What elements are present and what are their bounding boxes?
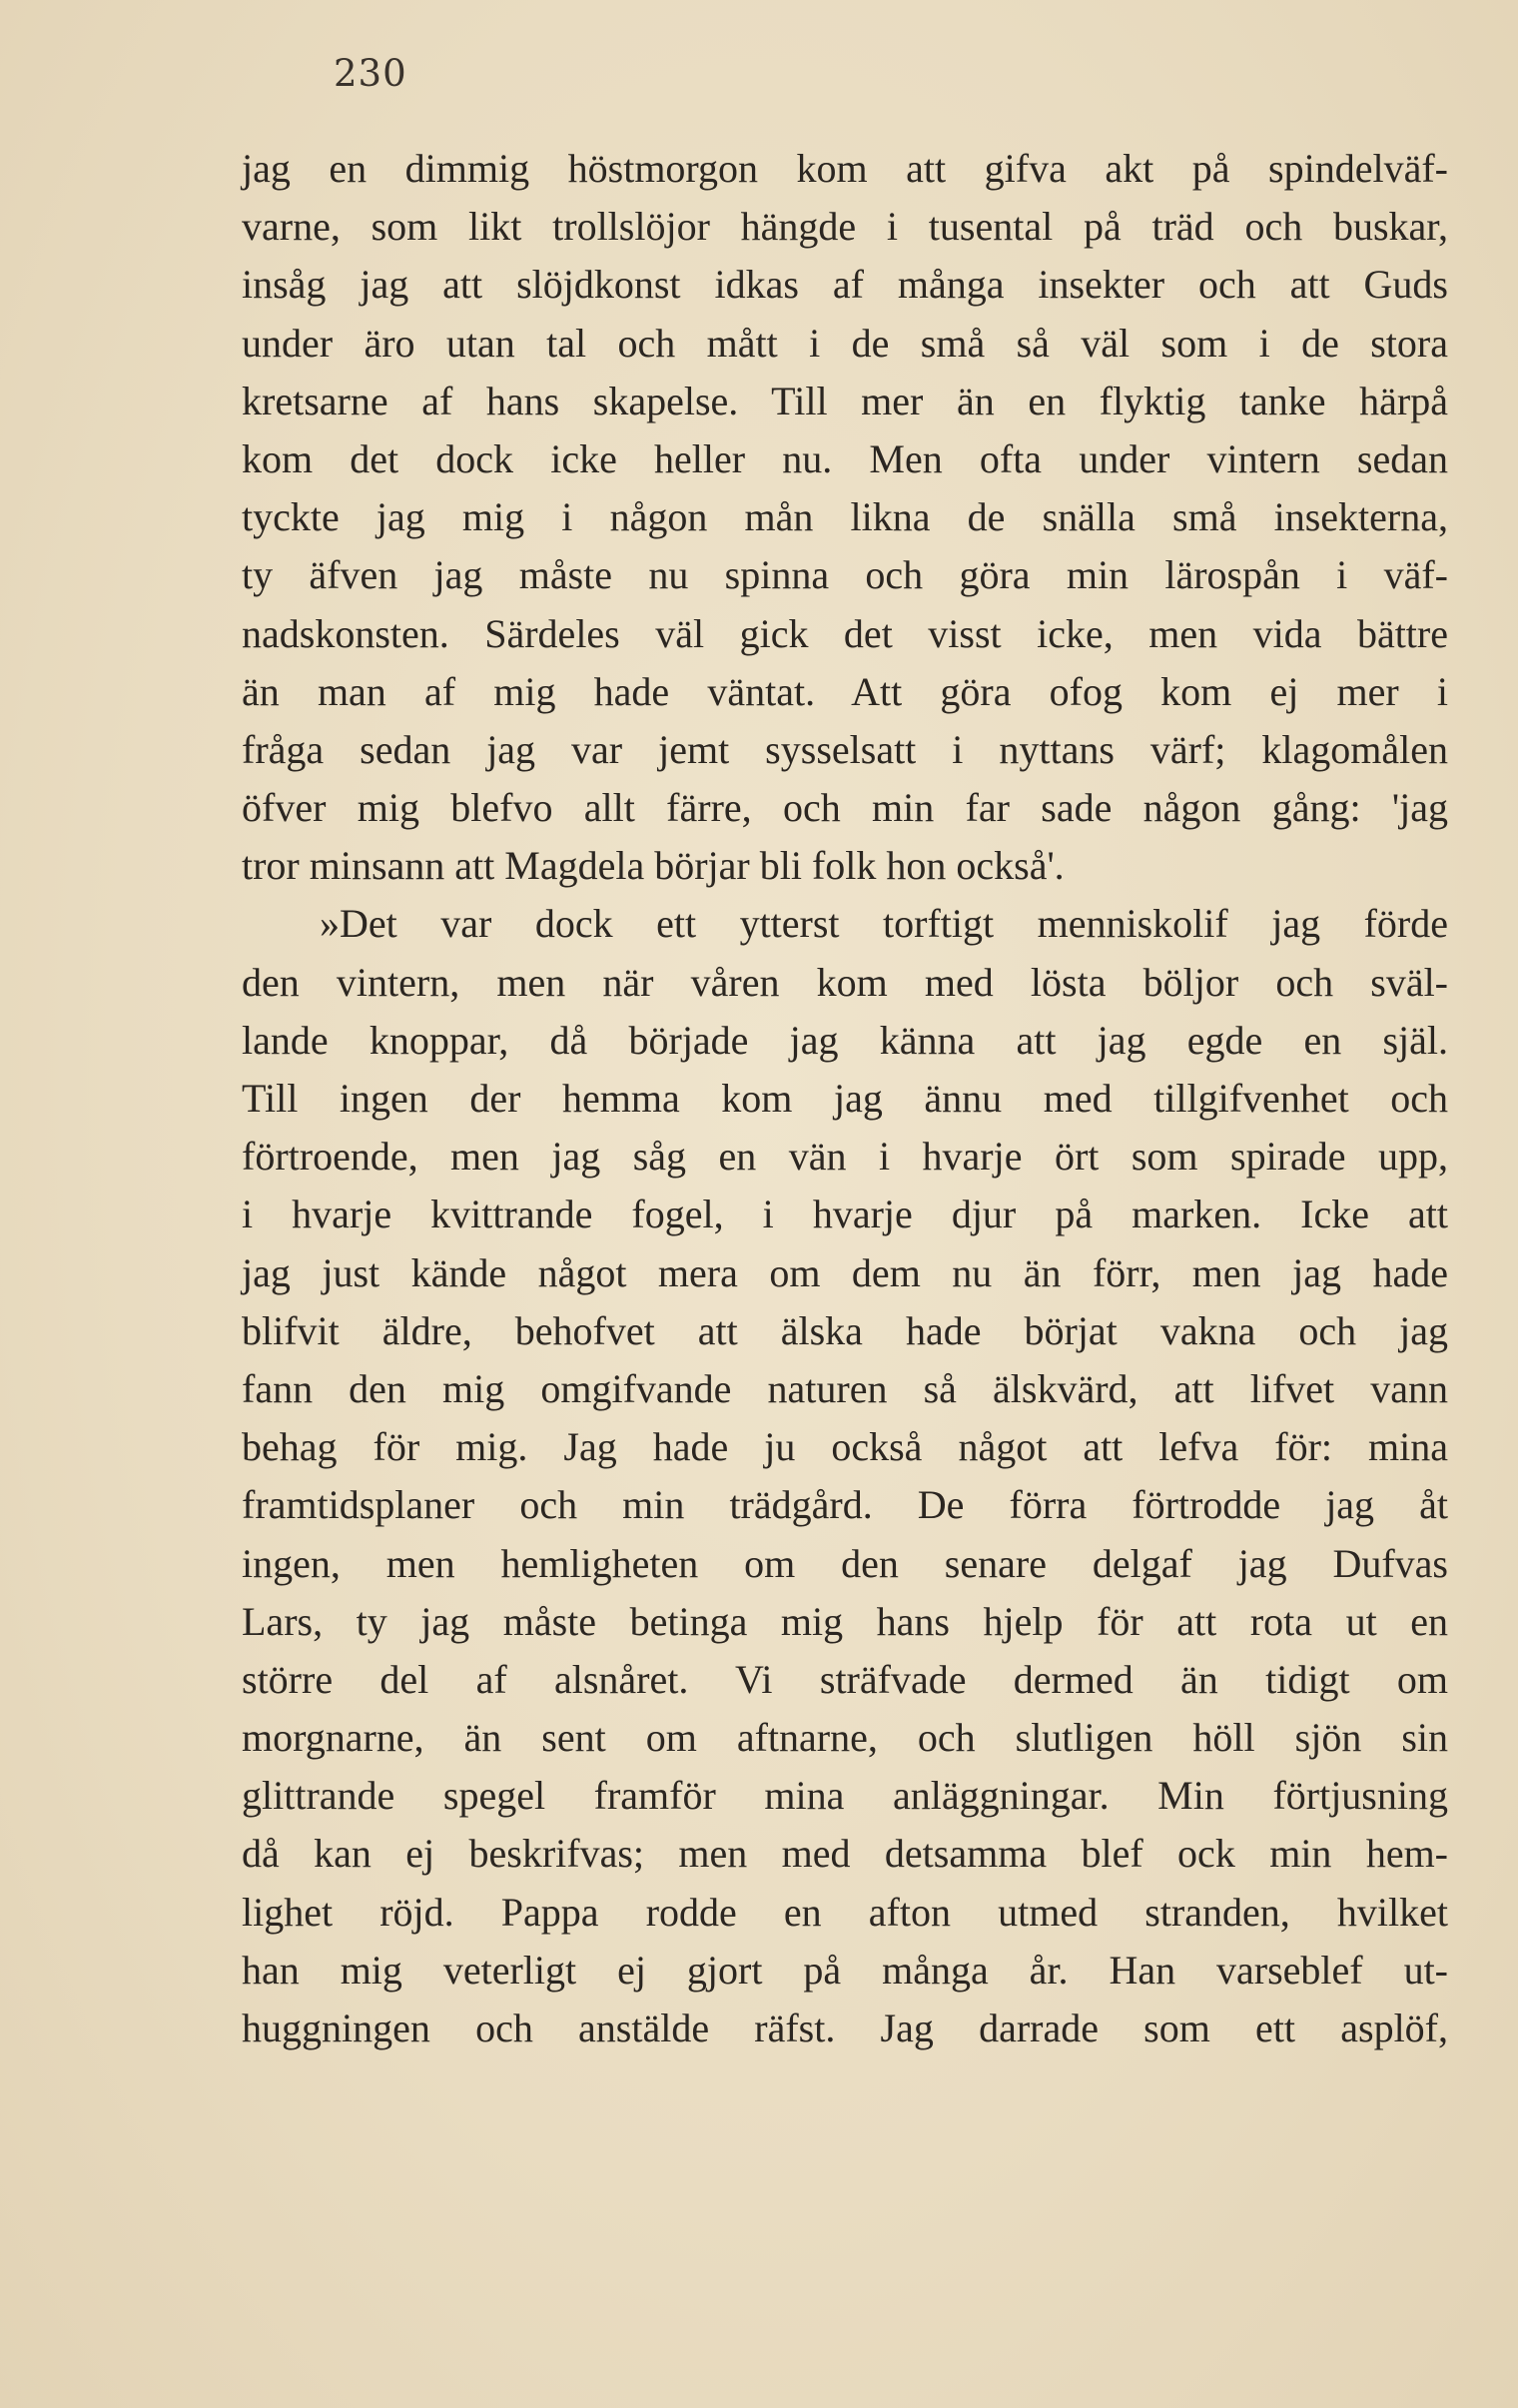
- text-line: under äro utan tal och mått i de små så väl som i de stora: [242, 320, 1448, 366]
- body-text: [242, 140, 1448, 2057]
- text-line: öfver mig blefvo allt färre, och min far sade någon gång: 'jag: [242, 785, 1448, 831]
- text-line: »Det var dock ett ytterst torftigt menniskolif jag förde: [320, 901, 1448, 947]
- text-line: framtidsplaner och min trädgård. De förra förtrodde jag åt: [242, 1482, 1448, 1528]
- text-line: kom det dock icke heller nu. Men ofta under vintern sedan: [242, 435, 1448, 481]
- text-line: förtroende, men jag såg en vän i hvarje ört som spirade upp,: [242, 1134, 1448, 1180]
- text-line: Lars, ty jag måste betinga mig hans hjelp för att rota ut en: [242, 1598, 1448, 1644]
- text-line: morgnarne, än sent om aftnarne, och slutligen höll sjön sin: [242, 1715, 1448, 1761]
- text-line: jag en dimmig höstmorgon kom att gifva akt på spindelväf-: [242, 146, 1448, 191]
- text-line: huggningen och anstälde räfst. Jag darrade som ett asplöf,: [242, 2006, 1448, 2050]
- text-line: den vintern, men när våren kom med lösta böljor och sväl-: [242, 959, 1448, 1005]
- text-line: fråga sedan jag var jemt sysselsatt i nyttans värf; klagomålen: [242, 726, 1448, 772]
- text-line: lighet röjd. Pappa rodde en afton utmed stranden, hvilket: [242, 1889, 1448, 1935]
- text-line: varne, som likt trollslöjor hängde i tusental på träd och buskar,: [242, 204, 1448, 250]
- text-line: då kan ej beskrifvas; men med detsamma blef ock min hem-: [242, 1831, 1448, 1877]
- page-number: 230: [334, 52, 407, 95]
- text-line: jag just kände något mera om dem nu än förr, men jag hade: [242, 1249, 1448, 1295]
- text-line: kretsarne af hans skapelse. Till mer än en flyktig tanke härpå: [242, 378, 1448, 423]
- text-line: ty äfven jag måste nu spinna och göra min lärospån i väf-: [242, 552, 1448, 598]
- text-line: insåg jag att slöjdkonst idkas af många insekter och att Guds: [242, 262, 1448, 308]
- text-line: glittrande spegel framför mina anläggningar. Min förtjusning: [242, 1773, 1448, 1819]
- text-line: ingen, men hemligheten om den senare delgaf jag Dufvas: [242, 1540, 1448, 1586]
- text-line: behag för mig. Jag hade ju också något att lefva för: mina: [242, 1424, 1448, 1470]
- text-line: nadskonsten. Särdeles väl gick det visst icke, men vida bättre: [242, 610, 1448, 656]
- text-line: i hvarje kvittrande fogel, i hvarje djur på marken. Icke att: [242, 1192, 1448, 1237]
- text-line: fann den mig omgifvande naturen så älskvärd, att lifvet vann: [242, 1365, 1448, 1411]
- text-line: tyckte jag mig i någon mån likna de snälla små insekterna,: [242, 494, 1448, 540]
- text-line: än man af mig hade väntat. Att göra ofog kom ej mer i: [242, 668, 1448, 714]
- text-line: blifvit äldre, behofvet att älska hade börjat vakna och jag: [242, 1307, 1448, 1353]
- text-line: Till ingen der hemma kom jag ännu med tillgifvenhet och: [242, 1076, 1448, 1121]
- text-line: lande knoppar, då började jag känna att jag egde en själ.: [242, 1017, 1448, 1063]
- text-line: tror minsann att Magdela börjar bli folk hon också'.: [242, 843, 1065, 889]
- text-line: han mig veterligt ej gjort på många år. Han varseblef ut-: [242, 1947, 1448, 1993]
- text-line: större del af alsnåret. Vi sträfvade dermed än tidigt om: [242, 1656, 1448, 1702]
